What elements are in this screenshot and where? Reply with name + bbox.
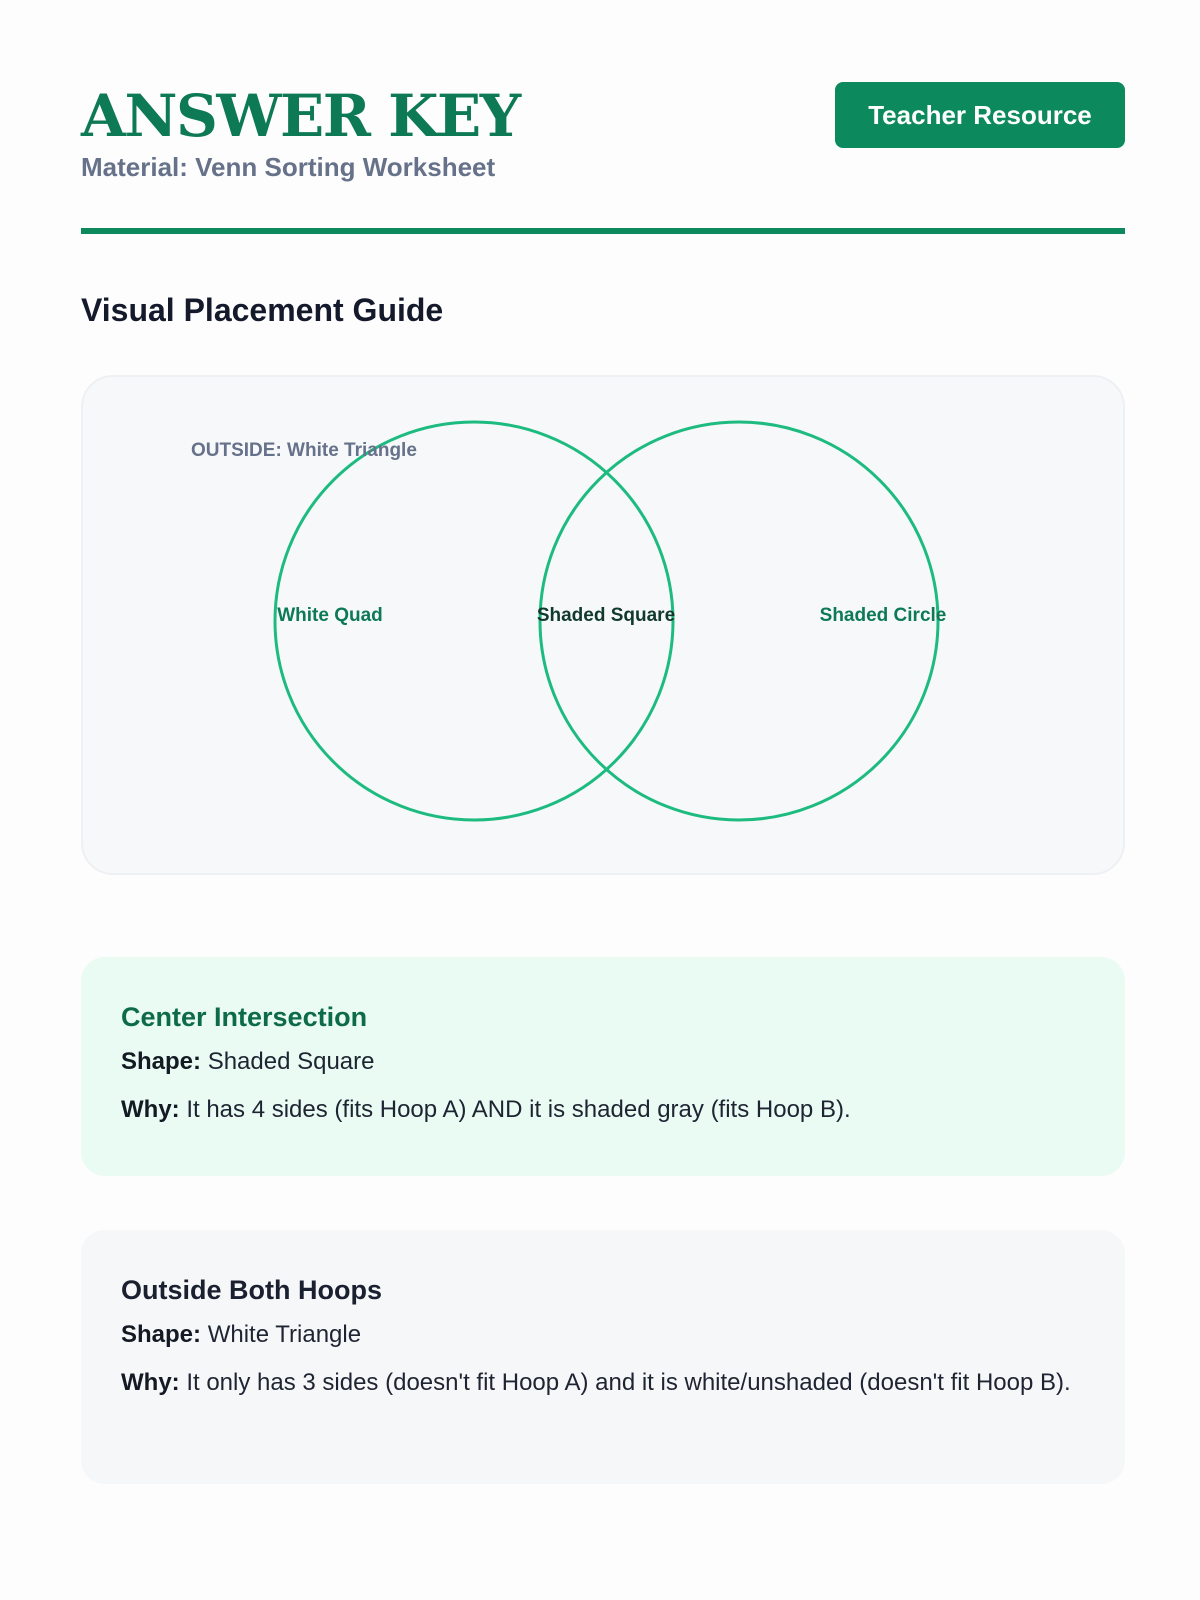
page-header — [81, 82, 1125, 192]
outside-hoops-card — [81, 1230, 1125, 1484]
why-value: It only has 3 sides (doesn't fit Hoop A) and it is white/unshaded (doesn't fit Hoop B). — [186, 1369, 1071, 1396]
why-line — [121, 1364, 1085, 1402]
venn-diagram — [83, 377, 1123, 873]
card-title: Center Intersection — [121, 1002, 368, 1032]
why-line — [121, 1091, 1085, 1129]
shape-value: White Triangle — [207, 1321, 362, 1348]
page-subtitle: Material: Venn Sorting Worksheet — [81, 152, 496, 182]
outside-label: OUTSIDE: White Triangle — [191, 440, 417, 461]
shape-value: Shaded Square — [207, 1048, 375, 1075]
header-divider — [81, 228, 1125, 234]
shape-label: Shape: — [121, 1048, 202, 1075]
teacher-resource-badge: Teacher Resource — [835, 82, 1125, 148]
why-value: It has 4 sides (fits Hoop A) AND it is shaded gray (fits Hoop B). — [186, 1096, 851, 1123]
page-title: ANSWER KEY — [81, 82, 520, 150]
card-title: Outside Both Hoops — [121, 1275, 382, 1305]
shape-line — [121, 1043, 1085, 1081]
why-label: Why: — [121, 1096, 180, 1123]
shape-label: Shape: — [121, 1321, 202, 1348]
right-region-label: Shaded Circle — [819, 605, 947, 626]
center-region-label: Shaded Square — [536, 605, 676, 626]
venn-diagram-panel — [81, 375, 1125, 875]
center-intersection-card — [81, 957, 1125, 1176]
left-region-label: White Quad — [277, 605, 383, 626]
why-label: Why: — [121, 1369, 180, 1396]
section-title: Visual Placement Guide — [81, 292, 444, 328]
shape-line — [121, 1316, 1085, 1354]
